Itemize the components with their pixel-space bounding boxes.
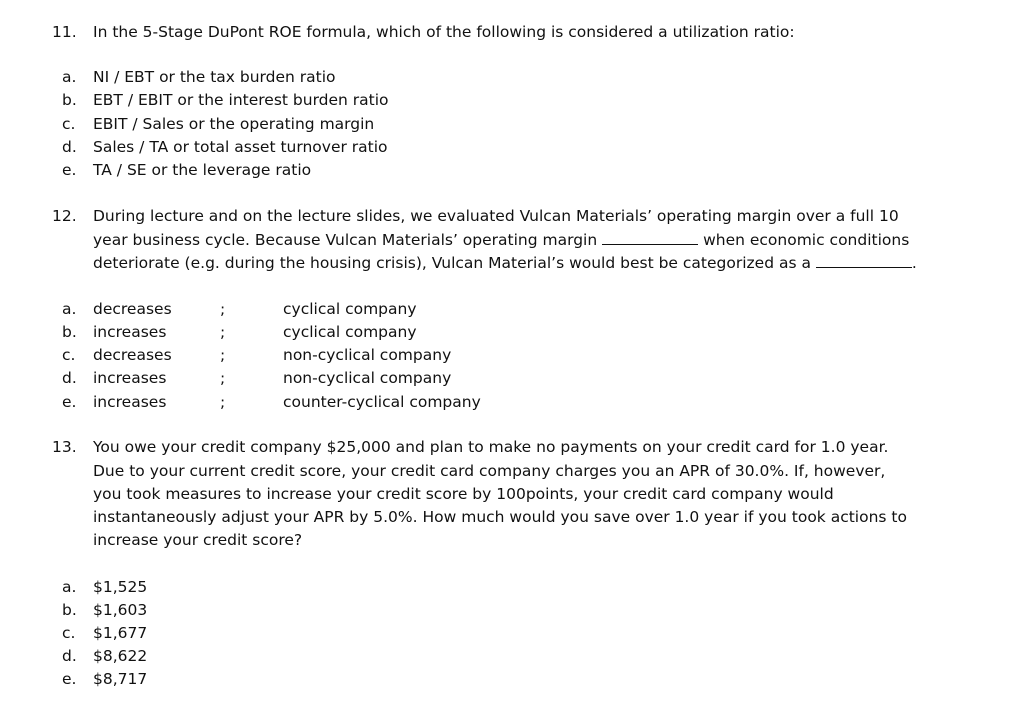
option-text: EBIT / Sales or the operating margin (93, 115, 375, 133)
option-second: non-cyclical company (283, 346, 452, 364)
question-number: 12. (52, 207, 77, 225)
question-number: 11. (52, 23, 77, 41)
option-letter: b. (62, 91, 77, 109)
question-text: During lecture and on the lecture slides, we evaluated Vulcan Materials’ operating margin over a full 10 (93, 207, 899, 225)
fill-in-blank (602, 230, 698, 245)
option-letter: a. (62, 68, 77, 86)
option-second: cyclical company (283, 323, 417, 341)
option-letter: a. (62, 300, 77, 318)
option-letter: d. (62, 647, 77, 665)
question-text: In the 5-Stage DuPont ROE formula, which of the following is considered a utilization ratio: (93, 23, 795, 41)
question-text: you took measures to increase your credit score by 100points, your credit card company would (93, 485, 834, 503)
fill-in-blank (816, 253, 912, 268)
question-number: 13. (52, 438, 77, 456)
option-second: counter-cyclical company (283, 393, 481, 411)
question-text: You owe your credit company $25,000 and plan to make no payments on your credit card for 1.0 year. (93, 438, 889, 456)
question-text-part: deteriorate (e.g. during the housing crisis), Vulcan Material’s would best be categorized as a (93, 254, 811, 272)
option-text: TA / SE or the leverage ratio (93, 161, 312, 179)
question-text-part: year business cycle. Because Vulcan Materials’ operating margin (93, 231, 598, 249)
option-separator: ; (220, 323, 226, 341)
option-letter: d. (62, 138, 77, 156)
option-second: cyclical company (283, 300, 417, 318)
option-letter: b. (62, 323, 77, 341)
question-text (93, 253, 917, 273)
option-letter: e. (62, 161, 77, 179)
option-letter: b. (62, 601, 77, 619)
option-letter: a. (62, 578, 77, 596)
option-second: non-cyclical company (283, 369, 452, 387)
question-text (93, 230, 909, 250)
option-first: decreases (93, 300, 172, 318)
question-text: increase your credit score? (93, 531, 303, 549)
option-text: $8,622 (93, 647, 148, 665)
option-first: increases (93, 393, 167, 411)
option-text: Sales / TA or total asset turnover ratio (93, 138, 388, 156)
option-first: increases (93, 369, 167, 387)
option-letter: c. (62, 115, 76, 133)
option-text: NI / EBT or the tax burden ratio (93, 68, 336, 86)
question-text: instantaneously adjust your APR by 5.0%. How much would you save over 1.0 year if you took actions to (93, 508, 907, 526)
option-separator: ; (220, 300, 226, 318)
option-separator: ; (220, 346, 226, 364)
option-separator: ; (220, 393, 226, 411)
option-letter: e. (62, 393, 77, 411)
option-text: $1,603 (93, 601, 148, 619)
option-text: $8,717 (93, 670, 148, 688)
option-letter: c. (62, 346, 76, 364)
option-separator: ; (220, 369, 226, 387)
option-first: increases (93, 323, 167, 341)
question-text: Due to your current credit score, your credit card company charges you an APR of 30.0%. If, however, (93, 462, 886, 480)
option-text: $1,525 (93, 578, 148, 596)
option-letter: e. (62, 670, 77, 688)
option-letter: d. (62, 369, 77, 387)
option-first: decreases (93, 346, 172, 364)
option-letter: c. (62, 624, 76, 642)
question-text-part: when economic conditions (703, 231, 910, 249)
question-text-part: . (911, 254, 917, 272)
option-text: $1,677 (93, 624, 148, 642)
option-text: EBT / EBIT or the interest burden ratio (93, 91, 389, 109)
